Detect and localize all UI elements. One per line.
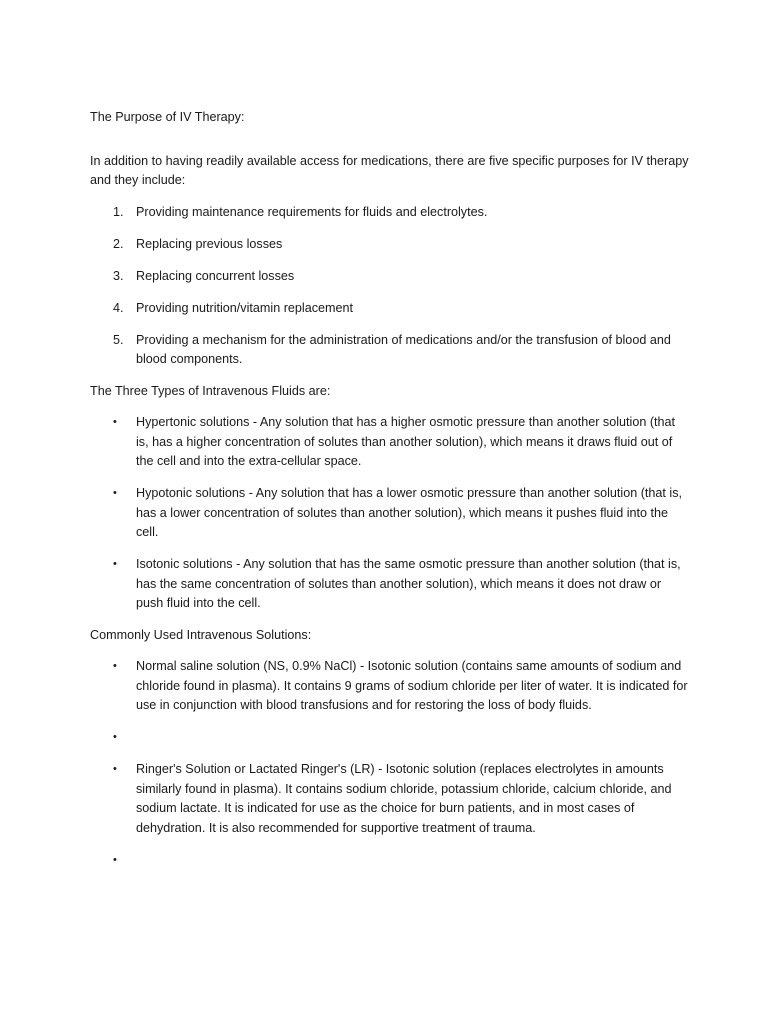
- list-item-text: Providing a mechanism for the administration of medications and/or the transfusion of blood and blood components.: [136, 332, 671, 366]
- list-item: [90, 851, 690, 871]
- list-number: 1.: [113, 204, 124, 219]
- list-number: 4.: [113, 300, 124, 315]
- list-item: [90, 728, 690, 748]
- list-item: [90, 299, 690, 319]
- list-item: [90, 413, 690, 472]
- list-item-text: Providing maintenance requirements for fluids and electrolytes.: [136, 204, 488, 219]
- purposes-list: [90, 203, 690, 370]
- list-item-text: Replacing previous losses: [136, 236, 283, 251]
- section-heading-fluid-types: The Three Types of Intravenous Fluids are:: [90, 383, 331, 398]
- list-item-text: Replacing concurrent losses: [136, 268, 295, 283]
- list-item-text: Isotonic solutions - Any solution that has the same osmotic pressure than another solution (that is, has the same concentration of solutes than another solution), which means it does not draw or push fluid into the cell.: [136, 557, 681, 610]
- bullet-icon: •: [113, 853, 117, 866]
- list-item: [90, 331, 690, 370]
- list-item: [90, 657, 690, 716]
- solutions-list: [90, 657, 690, 870]
- bullet-icon: •: [113, 416, 117, 428]
- bullet-icon: •: [113, 763, 117, 775]
- list-item: [90, 267, 690, 287]
- fluid-types-list: [90, 413, 690, 614]
- list-item: [90, 555, 690, 614]
- section-heading-purpose: The Purpose of IV Therapy:: [90, 110, 245, 124]
- bullet-icon: •: [113, 731, 117, 743]
- intro-paragraph: In addition to having readily available access for medications, there are five specific purposes for IV therapy and they include:: [90, 153, 689, 187]
- list-item-text: Providing nutrition/vitamin replacement: [136, 300, 353, 315]
- list-item: [90, 484, 690, 543]
- bullet-icon: •: [113, 558, 117, 570]
- list-item: [90, 760, 690, 838]
- list-number: 5.: [113, 332, 124, 347]
- list-number: 2.: [113, 236, 124, 251]
- list-item: [90, 235, 690, 255]
- list-item-text: Ringer's Solution or Lactated Ringer's (LR) - Isotonic solution (replaces electrolytes in amounts similarly found in plasma). It contains sodium chloride, potassium chloride, calcium chloride, and sodium lactate. It is indicated for use as the choice for burn patients, and in most cases of dehydration. It is also recommended for supportive treatment of trauma.: [136, 762, 672, 835]
- list-item-text: Hypertonic solutions - Any solution that has a higher osmotic pressure than another solution (that is, has a higher concentration of solutes than another solution), which means it draws fluid out of the cell and into the extra-cellular space.: [136, 415, 676, 468]
- list-item-text: [136, 851, 690, 871]
- section-heading-solutions: Commonly Used Intravenous Solutions:: [90, 627, 312, 642]
- list-item-text: Normal saline solution (NS, 0.9% NaCl) - Isotonic solution (contains same amounts of sodium and chloride found in plasma). It contains 9 grams of sodium chloride per liter of water. It is indicated for use in conjunction with blood transfusions and for restoring the loss of body fluids.: [136, 659, 688, 712]
- bullet-icon: •: [113, 487, 117, 499]
- document-body: [90, 108, 690, 882]
- list-number: 3.: [113, 268, 124, 283]
- list-item: [90, 203, 690, 223]
- list-item-text: Hypotonic solutions - Any solution that has a lower osmotic pressure than another solution (that is, has a lower concentration of solutes than another solution), which means it pushes fluid into the cell.: [136, 486, 683, 539]
- bullet-icon: •: [113, 660, 117, 672]
- list-item-text: [136, 728, 690, 748]
